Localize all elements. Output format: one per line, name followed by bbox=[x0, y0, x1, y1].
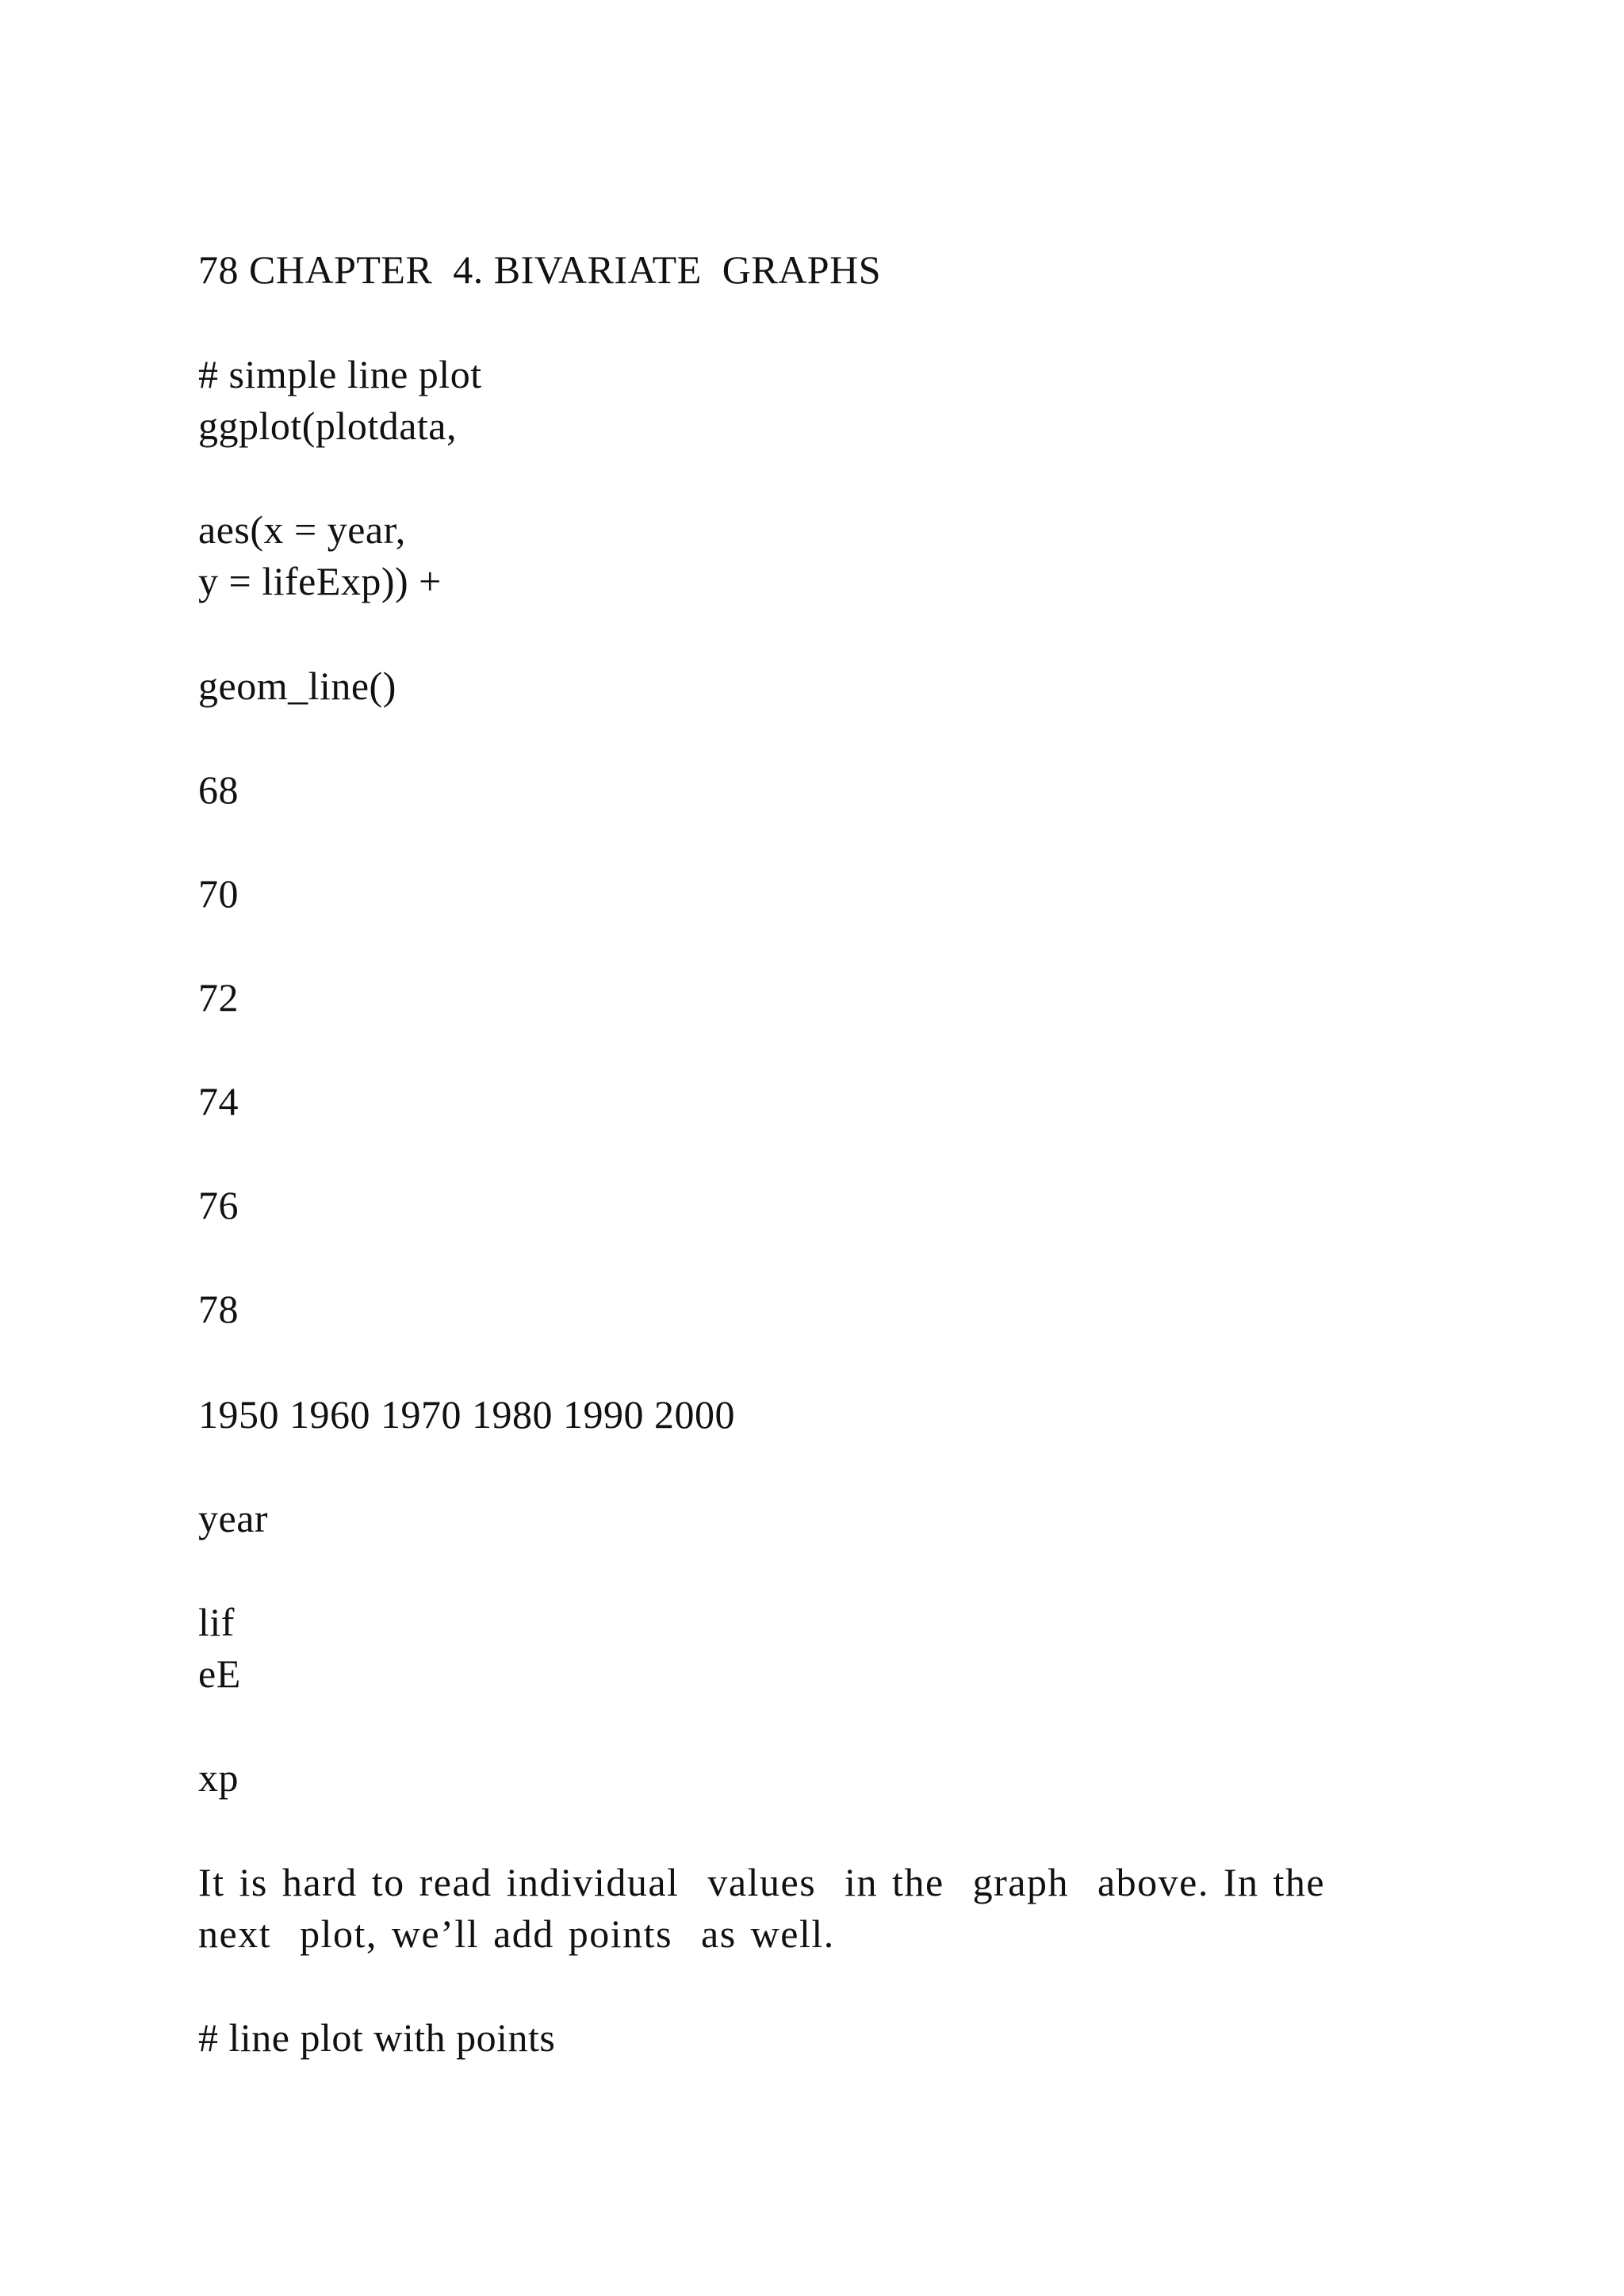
x-axis-label: year bbox=[198, 1496, 269, 1540]
code-line-aes: aes(x = year, bbox=[198, 507, 406, 552]
y-tick-label: 72 bbox=[198, 975, 239, 1020]
y-axis-label-fragment: xp bbox=[198, 1755, 239, 1800]
y-tick-label: 74 bbox=[198, 1079, 239, 1123]
y-tick-label: 78 bbox=[198, 1287, 239, 1331]
running-head: 78 CHAPTER 4. BIVARIATE GRAPHS bbox=[198, 247, 882, 292]
body-paragraph-line-2: next plot, we’ll add points as well. bbox=[198, 1911, 835, 1956]
y-tick-label: 70 bbox=[198, 871, 239, 916]
body-paragraph-line-1: It is hard to read individual values in the graph above. In the bbox=[198, 1860, 1326, 1904]
y-axis-label-fragment: lif bbox=[198, 1600, 235, 1644]
code-line-y-mapping: y = lifeExp)) + bbox=[198, 559, 442, 603]
code-comment-simple-line-plot: # simple line plot bbox=[198, 352, 482, 396]
code-comment-line-plot-with-points: # line plot with points bbox=[198, 2015, 556, 2060]
y-axis-label-fragment: eE bbox=[198, 1651, 241, 1696]
x-tick-labels: 1950 1960 1970 1980 1990 2000 bbox=[198, 1392, 735, 1437]
y-tick-label: 68 bbox=[198, 767, 239, 812]
y-tick-label: 76 bbox=[198, 1183, 239, 1227]
code-line-ggplot: ggplot(plotdata, bbox=[198, 404, 457, 448]
code-line-geom-line: geom_line() bbox=[198, 664, 396, 708]
